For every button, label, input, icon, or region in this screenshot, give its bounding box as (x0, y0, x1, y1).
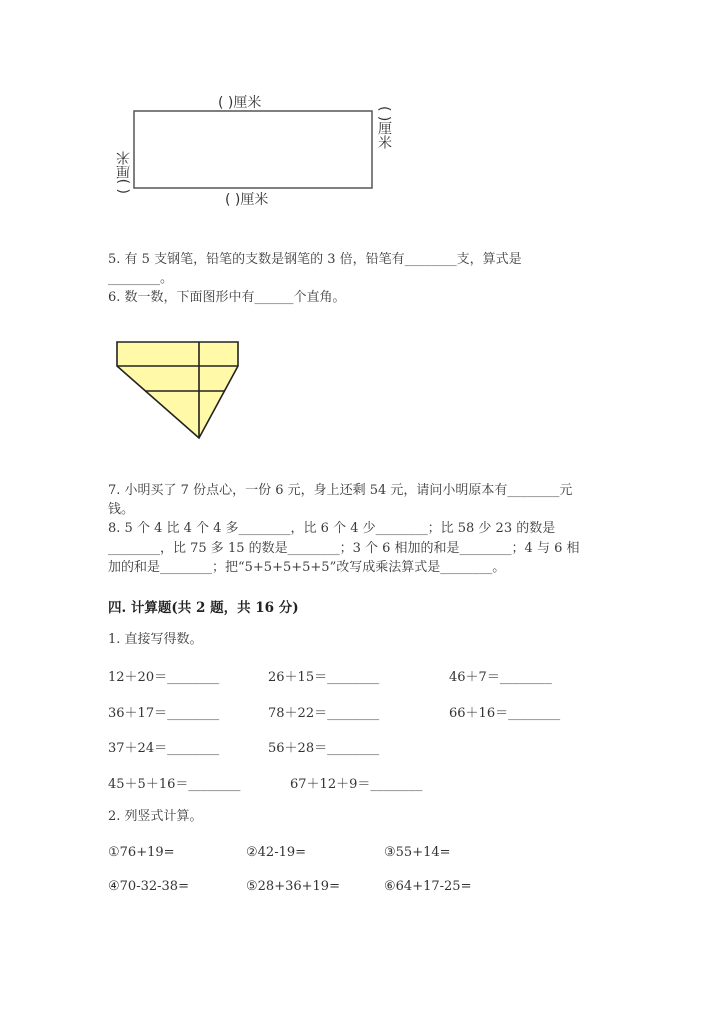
calc-item-6: 66＋16＝________ (449, 706, 561, 721)
question-8-line3: 加的和是________；把“5+5+5+5+5”改写成乘法算式是________。 (108, 560, 506, 575)
calc-item-9: 45＋5＋16＝________ (108, 777, 241, 792)
part-2-title: 2. 列竖式计算。 (108, 809, 203, 824)
vertical-calc-3: ③55+14= (384, 845, 451, 860)
right-angle-shape (110, 336, 250, 446)
question-6: 6. 数一数，下面图形中有______个直角。 (108, 290, 346, 305)
vertical-calc-2: ②42-19= (246, 845, 307, 860)
rect-right-label: ( )厘米 (376, 106, 392, 150)
calc-item-7: 37＋24＝________ (108, 741, 220, 756)
question-8-line2: ________，比 75 多 15 的数是________；3 个 6 相加的和是________；4 与 6 相 (108, 541, 580, 556)
vertical-calc-5: ⑤28+36+19= (246, 879, 340, 894)
part-1-title: 1. 直接写得数。 (108, 632, 203, 647)
calc-item-5: 78＋22＝________ (268, 706, 380, 721)
rectangle-figure (100, 90, 400, 215)
rect-left-label: ( )厘米 (116, 150, 132, 194)
calc-item-1: 12＋20＝________ (108, 670, 220, 685)
calc-item-10: 67＋12＋9＝________ (290, 777, 423, 792)
vertical-calc-6: ⑥64+17-25= (384, 879, 472, 894)
question-5-line2: ________。 (108, 271, 174, 286)
vertical-calc-4: ④70-32-38= (108, 879, 189, 894)
rect-top-label: ( )厘米 (218, 95, 262, 111)
question-5-line1: 5. 有 5 支钢笔，铅笔的支数是钢笔的 3 倍，铅笔有________支，算式是 (108, 252, 522, 267)
question-8-line1: 8. 5 个 4 比 4 个 4 多________，比 6 个 4 少________；比 58 少 23 的数是 (108, 521, 556, 536)
calc-item-3: 46＋7＝________ (449, 670, 552, 685)
calc-item-8: 56＋28＝________ (268, 741, 380, 756)
question-7-line1: 7. 小明买了 7 份点心，一份 6 元，身上还剩 54 元，请问小明原本有________元 (108, 483, 573, 498)
calc-item-4: 36＋17＝________ (108, 706, 220, 721)
section-4-title: 四. 计算题(共 2 题，共 16 分) (108, 600, 299, 616)
question-7-line2: 钱。 (108, 502, 135, 517)
rect-bottom-label: ( )厘米 (225, 192, 269, 208)
calc-item-2: 26＋15＝________ (268, 670, 380, 685)
vertical-calc-1: ①76+19= (108, 845, 175, 860)
